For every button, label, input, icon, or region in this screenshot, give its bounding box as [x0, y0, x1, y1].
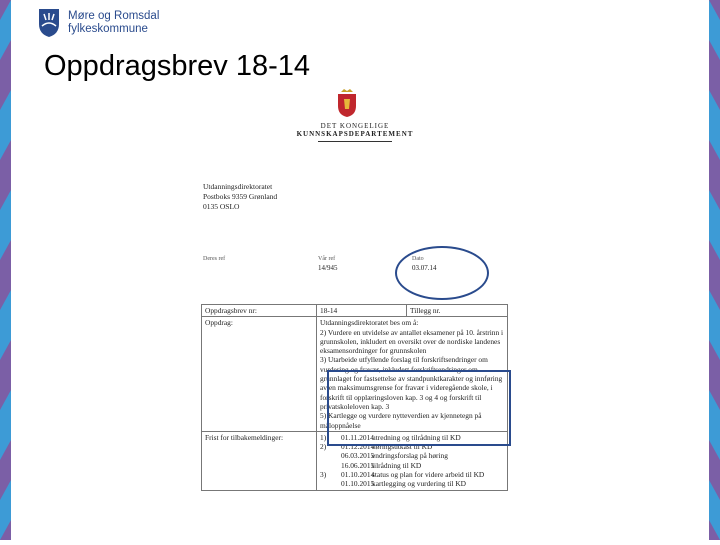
- schedule-date: 01.12.2014: [341, 442, 375, 452]
- schedule-date: 01.10.2015: [341, 479, 375, 489]
- schedule-text: kartlegging og vurdering til KD: [372, 479, 467, 489]
- schedule-text: tilrådning til KD: [372, 460, 422, 470]
- meta-label-date: Dato: [412, 256, 424, 262]
- department-line1: DET KONGELIGE: [320, 122, 390, 130]
- schedule-date: 01.11.2014: [341, 432, 374, 442]
- meta-value-our-ref: 14/945: [318, 264, 338, 272]
- header-rule: [318, 141, 392, 142]
- schedule-number: [320, 451, 338, 460]
- assignment-highlight-box: [327, 370, 511, 446]
- royal-crest-icon: [336, 88, 358, 118]
- county-shield-icon: [38, 8, 60, 38]
- schedule-text: endringsforslag på høring: [372, 451, 448, 461]
- assignment-item: 3) Utarbeide utfyllende forslag til forskriftsendringer om vurdering og fravær, inkludert forskriftsendringer om grunnlaget for fastsettelse av standpunktkarakter og innføring av en maksimumsgrense for fravær i videregående skole, i forskrift til opplæringsloven kap. 3 og 4 og forskrift til privatskoleloven kap. 3: [320, 355, 503, 411]
- county-logo: [38, 8, 159, 38]
- meta-value-date: 03.07.14: [412, 264, 437, 272]
- assignment-intro: Utdanningsdirektoratet bes om å:: [320, 318, 419, 328]
- slide-title: Oppdragsbrev 18-14: [44, 50, 310, 82]
- schedule-date: 06.03.2015: [341, 451, 375, 461]
- logo-text: [68, 10, 159, 36]
- table-cell-extra: Tillegg nr.: [407, 305, 508, 317]
- schedule-number: [320, 479, 338, 488]
- address-line: Postboks 9359 Grønland: [203, 192, 278, 201]
- schedule-date: 16.06.2015: [341, 460, 375, 470]
- table-row: [202, 305, 508, 317]
- table-cell-value: 18-14: [317, 305, 407, 317]
- assignment-item: 2) Vurdere en utvidelse av antallet eksamener på 10. årstrinn i grunnskolen, inkludert en oversikt over de nordiske landenes eksamensordninger for grunnskolen: [320, 327, 504, 356]
- address-line: 0135 OSLO: [203, 202, 240, 211]
- left-edge-decoration: [0, 0, 11, 540]
- letter-image: [190, 86, 520, 536]
- schedule-number: 3): [320, 470, 327, 480]
- meta-label-our-ref: Vår ref: [318, 256, 336, 262]
- address-line: Utdanningsdirektoratet: [203, 182, 273, 191]
- schedule-number: [320, 461, 338, 470]
- schedule-number: 2): [320, 442, 327, 452]
- table-cell-label: Frist for tilbakemeldinger:: [202, 431, 317, 490]
- right-edge-decoration: [709, 0, 720, 540]
- schedule-date: 01.10.2014: [341, 470, 375, 480]
- recipient-address: [203, 182, 277, 212]
- department-line2: KUNNSKAPSDEPARTEMENT: [296, 130, 414, 138]
- meta-label-their-ref: Deres ref: [203, 256, 226, 262]
- schedule-text: høringsutkast til KD: [372, 442, 433, 452]
- schedule-text: utredning og tilrådning til KD: [372, 432, 461, 442]
- schedule-text: status og plan for videre arbeid til KD: [372, 470, 485, 480]
- logo-line2: fylkeskommune: [68, 23, 148, 35]
- date-highlight-circle: [395, 246, 489, 300]
- table-cell-label: Oppdragsbrev nr:: [202, 305, 317, 317]
- assignment-item: 5) Kartlegge og vurdere nytteverdien av kjennetegn på måloppnåelse: [320, 411, 482, 430]
- schedule-number: 1): [320, 432, 327, 442]
- table-cell-label: Oppdrag:: [202, 317, 317, 432]
- logo-line1: Møre og Romsdal: [68, 10, 160, 22]
